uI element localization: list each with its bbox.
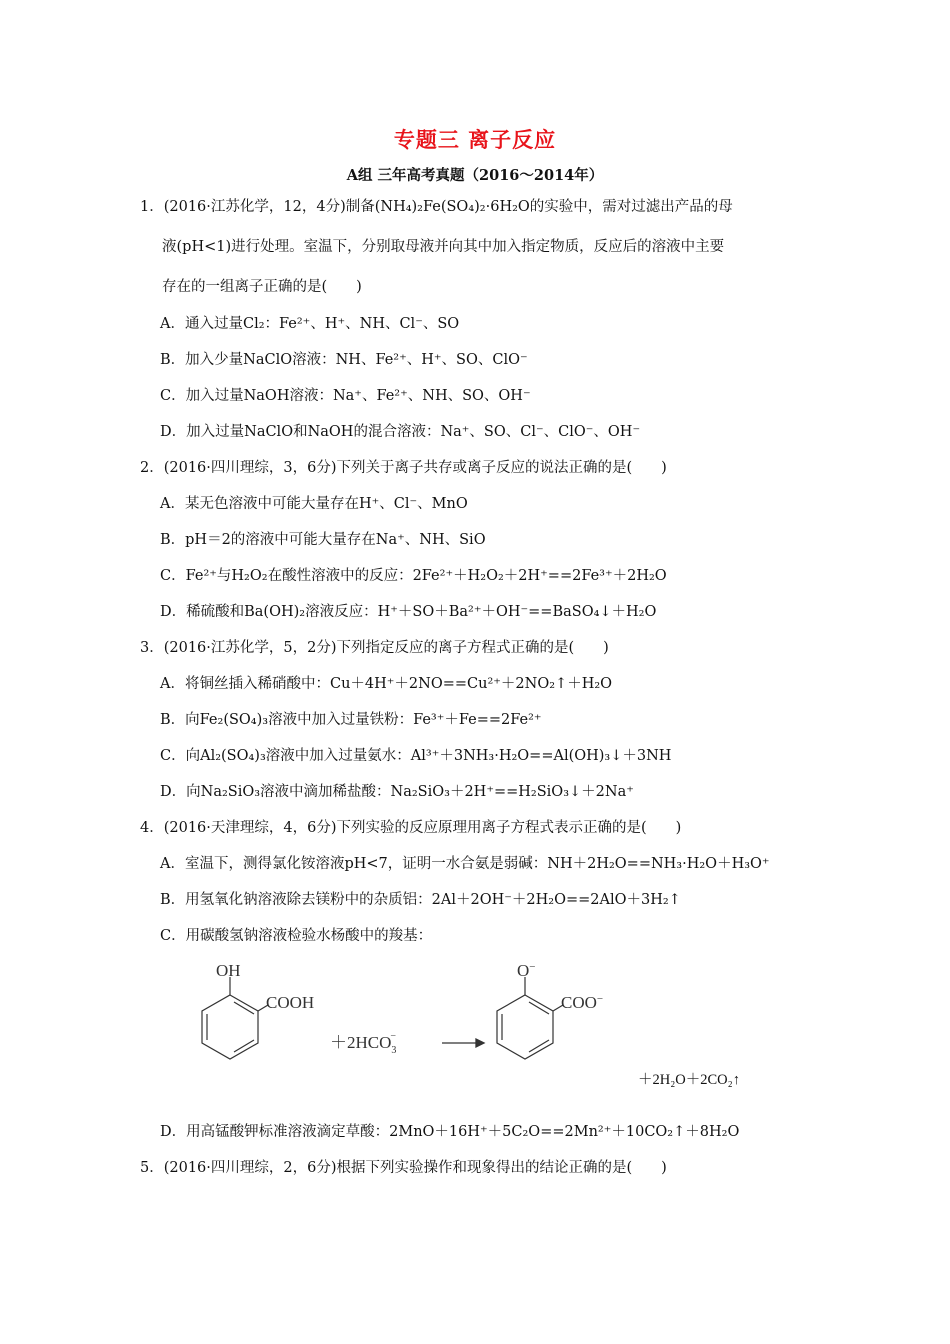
question-1-option-d: D．加入过量NaClO和NaOH的混合溶液：Na⁺、SO、Cl⁻、ClO⁻、OH⁻ — [160, 424, 641, 440]
question-2-option-a: A．某无色溶液中可能大量存在H⁺、Cl⁻、MnO — [160, 496, 468, 512]
question-1-option-a: A．通入过量Cl₂：Fe²⁺、H⁺、NH、Cl⁻、SO — [160, 316, 460, 332]
question-4-option-c: C．用碳酸氢钠溶液检验水杨酸中的羧基： — [160, 928, 433, 944]
benzene-ring-product — [497, 977, 563, 1059]
question-5-stem: 5．(2016·四川理综，2，6分)根据下列实验操作和现象得出的结论正确的是( ) — [140, 1160, 667, 1176]
question-1-stem-cont: 液(pH<1)进行处理。室温下，分别取母液并向其中加入指定物质，反应后的溶液中主要 — [162, 239, 725, 255]
cooh-label: COOH — [266, 993, 315, 1012]
products-label: ＋2H₂O＋2CO₂↑ — [638, 1072, 740, 1088]
question-3-option-b: B．向Fe₂(SO₄)₃溶液中加入过量铁粉：Fe³⁺＋Fe==2Fe²⁺ — [160, 712, 542, 728]
question-4-stem: 4．(2016·天津理综，4，6分)下列实验的反应原理用离子方程式表示正确的是( ) — [140, 820, 682, 836]
question-2-stem: 2．(2016·四川理综，3，6分)下列关于离子共存或离子反应的说法正确的是( ) — [140, 460, 667, 476]
question-2-option-b: B．pH＝2的溶液中可能大量存在Na⁺、NH、SiO — [160, 532, 486, 548]
question-3-option-d: D．向Na₂SiO₃溶液中滴加稀盐酸：Na₂SiO₃＋2H⁺==H₂SiO₃↓＋2Na⁺ — [160, 784, 634, 800]
section-subtitle: A组 三年高考真题（2016～2014年） — [346, 167, 604, 184]
page-title: 专题三 离子反应 — [393, 127, 557, 152]
question-1-stem-cont: 存在的一组离子正确的是( ) — [162, 279, 362, 295]
reaction-arrow — [442, 1039, 484, 1047]
coo-minus-label: COO− — [561, 993, 604, 1012]
oh-label: OH — [216, 961, 241, 980]
question-1-stem: 1．(2016·江苏化学，12，4分)制备(NH₄)₂Fe(SO₄)₂·6H₂O的实验中，需对过滤出产品的母 — [140, 199, 733, 215]
question-2-option-d: D．稀硫酸和Ba(OH)₂溶液反应：H⁺＋SO＋Ba²⁺＋OH⁻==BaSO₄↓＋H₂O — [160, 604, 657, 620]
question-3-option-a: A．将铜丝插入稀硝酸中：Cu＋4H⁺＋2NO==Cu²⁺＋2NO₂↑＋H₂O — [160, 676, 613, 692]
salicylic-acid-reaction-diagram — [180, 960, 780, 1090]
question-4-option-a: A．室温下，测得氯化铵溶液pH<7，证明一水合氨是弱碱：NH＋2H₂O==NH₃·H₂O＋H₃O⁺ — [160, 856, 770, 872]
question-1-option-b: B．加入少量NaClO溶液：NH、Fe²⁺、H⁺、SO、ClO⁻ — [160, 352, 528, 368]
question-4-option-d: D．用高锰酸钾标准溶液滴定草酸：2MnO＋16H⁺＋5C₂O==2Mn²⁺＋10CO₂↑＋8H₂O — [160, 1124, 740, 1140]
o-minus-label: O− — [517, 961, 536, 980]
question-1-option-c: C．加入过量NaOH溶液：Na⁺、Fe²⁺、NH、SO、OH⁻ — [160, 388, 531, 404]
question-4-option-b: B．用氢氧化钠溶液除去镁粉中的杂质铝：2Al＋2OH⁻＋2H₂O==2AlO＋3H₂↑ — [160, 892, 681, 908]
reagent-label: $+2HCO_3-$ — [330, 1031, 397, 1056]
question-3-stem: 3．(2016·江苏化学，5，2分)下列指定反应的离子方程式正确的是( ) — [140, 640, 609, 656]
benzene-ring-reactant — [202, 977, 268, 1059]
question-3-option-c: C．向Al₂(SO₄)₃溶液中加入过量氨水：Al³⁺＋3NH₃·H₂O==Al(OH)₃↓＋3NH — [160, 748, 672, 764]
question-2-option-c: C．Fe²⁺与H₂O₂在酸性溶液中的反应：2Fe²⁺＋H₂O₂＋2H⁺==2Fe³⁺＋2H₂O — [160, 568, 667, 584]
